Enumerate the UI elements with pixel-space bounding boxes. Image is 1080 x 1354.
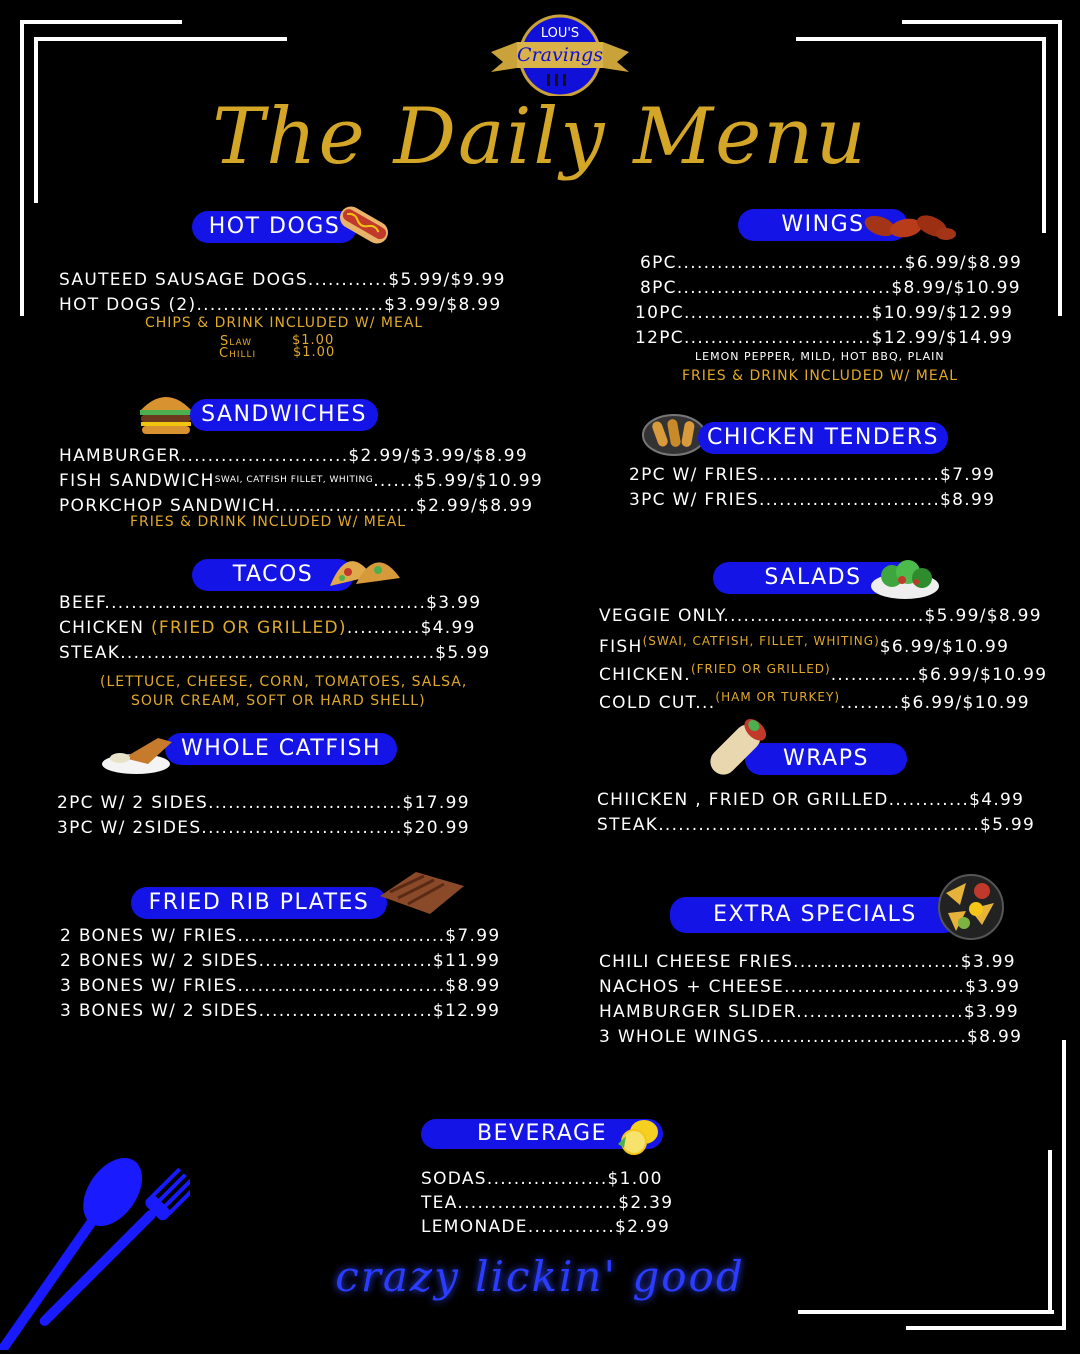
lemon-icon bbox=[614, 1114, 662, 1162]
beverage-row: TEA........................$2.39 bbox=[421, 1193, 674, 1213]
salads-header: SALADS bbox=[713, 562, 913, 594]
tacos-header: TACOS bbox=[192, 559, 354, 591]
logo-banner-text: Cravings bbox=[517, 44, 603, 66]
sandwiches-row bbox=[59, 471, 543, 491]
item-dots: ......... bbox=[840, 693, 901, 713]
sandwiches-note: FRIES & DRINK INCLUDED W/ MEAL bbox=[130, 514, 407, 530]
item-name: CHICKEN. bbox=[599, 665, 691, 685]
whole-catfish-row: 2PC W/ 2 SIDES.............................$17.99 bbox=[57, 793, 470, 813]
frame-top-right-h2 bbox=[796, 37, 1046, 41]
tacos-row bbox=[59, 618, 476, 638]
frame-top-left-h bbox=[20, 20, 182, 24]
page-title: The Daily Menu bbox=[212, 92, 868, 182]
beverage-row: LEMONADE.............$2.99 bbox=[421, 1217, 671, 1237]
wraps-row: CHIICKEN , FRIED OR GRILLED............$4.99 bbox=[597, 790, 1025, 810]
item-dots: ...... bbox=[373, 471, 414, 491]
frame-top-left-h2 bbox=[34, 37, 287, 41]
frame-bottom-right-h bbox=[906, 1326, 1066, 1330]
fried-rib-plates-row: 2 BONES W/ 2 SIDES..........................$11.99 bbox=[60, 951, 501, 971]
whole-catfish-header: WHOLE CATFISH bbox=[165, 733, 397, 765]
tacos-note: SOUR CREAM, SOFT OR HARD SHELL) bbox=[131, 693, 426, 709]
beverage-row: SODAS..................$1.00 bbox=[421, 1169, 663, 1189]
frame-top-right-h bbox=[902, 20, 1062, 24]
hot-dog-icon bbox=[336, 198, 392, 256]
logo bbox=[487, 12, 633, 96]
addon-price: $1.00 bbox=[293, 345, 336, 360]
addon-name: Slaw bbox=[220, 334, 253, 349]
chicken-tenders-icon bbox=[641, 407, 707, 461]
sandwiches-header: SANDWICHES bbox=[190, 399, 378, 431]
tacos-note: (LETTUCE, CHEESE, CORN, TOMATOES, SALSA, bbox=[100, 674, 468, 690]
tagline: crazy lickin' good bbox=[335, 1252, 745, 1301]
extra-specials-row: HAMBURGER SLIDER.........................$3.99 bbox=[599, 1002, 1020, 1022]
item-price: $6.99/$10.99 bbox=[917, 665, 1048, 685]
item-note: (FRIED OR GRILLED) bbox=[690, 662, 831, 676]
wraps-row: STEAK................................................$5.99 bbox=[597, 815, 1036, 835]
fried-rib-plates-row: 3 BONES W/ FRIES...............................$8.99 bbox=[60, 976, 501, 996]
wings-note: FRIES & DRINK INCLUDED W/ MEAL bbox=[682, 368, 959, 384]
item-name: FISH bbox=[599, 637, 643, 657]
extra-specials-header: EXTRA SPECIALS bbox=[670, 897, 960, 933]
salads-row bbox=[599, 662, 1047, 685]
ribs-icon bbox=[376, 866, 468, 922]
chicken-tenders-row: 2PC W/ FRIES...........................$7.99 bbox=[629, 465, 996, 485]
wings-row: 6PC..................................$6.99/$8.99 bbox=[640, 253, 1023, 273]
spoon-and-fork-icon bbox=[0, 1150, 190, 1354]
salads-row bbox=[599, 690, 1030, 713]
item-dots: ............. bbox=[830, 665, 918, 685]
frame-bottom-right-v2 bbox=[1048, 1150, 1052, 1314]
item-note: (FRIED OR GRILLED) bbox=[150, 618, 347, 638]
item-name: COLD CUT... bbox=[599, 693, 716, 713]
chicken-tenders-header: CHICKEN TENDERS bbox=[698, 422, 948, 454]
tacos-row: STEAK...............................................$5.99 bbox=[59, 643, 491, 663]
salads-row: VEGGIE ONLY..............................$5.99/$8.99 bbox=[599, 606, 1042, 626]
extra-specials-row: NACHOS + CHEESE...........................$3.99 bbox=[599, 977, 1021, 997]
fried-rib-plates-row: 2 BONES W/ FRIES...............................$7.99 bbox=[60, 926, 501, 946]
extra-specials-row: CHILI CHEESE FRIES.........................$3.99 bbox=[599, 952, 1016, 972]
wings-header: WINGS bbox=[738, 209, 908, 241]
burger-icon bbox=[137, 390, 195, 440]
hot-dogs-row: SAUTEED SAUSAGE DOGS............$5.99/$9.99 bbox=[59, 270, 506, 290]
fried-rib-plates-row: 3 BONES W/ 2 SIDES..........................$12.99 bbox=[60, 1001, 501, 1021]
wings-row: 12PC............................$12.99/$14.99 bbox=[635, 328, 1014, 348]
salads-row bbox=[599, 634, 1009, 657]
chicken-tenders-row: 3PC W/ FRIES...........................$8.99 bbox=[629, 490, 996, 510]
extra-specials-row: 3 WHOLE WINGS...............................$8.99 bbox=[599, 1027, 1023, 1047]
hot-dogs-header: HOT DOGS bbox=[192, 211, 357, 243]
logo-top-text: LOU'S bbox=[540, 26, 580, 41]
catfish-plate-icon bbox=[100, 730, 182, 780]
addon-price: $1.00 bbox=[292, 333, 335, 348]
item-note: (SWAI, CATFISH, FILLET, WHITING) bbox=[642, 634, 880, 648]
hot-dogs-row: HOT DOGS (2)............................$3.99/$8.99 bbox=[59, 295, 502, 315]
fried-rib-plates-header: FRIED RIB PLATES bbox=[131, 887, 387, 919]
tacos-row: BEEF................................................$3.99 bbox=[59, 593, 482, 613]
salad-icon bbox=[868, 552, 942, 606]
wraps-header: WRAPS bbox=[745, 743, 907, 775]
item-name: CHICKEN bbox=[59, 618, 151, 638]
wings-row: 8PC................................$8.99/$10.99 bbox=[640, 278, 1021, 298]
item-price: ...........$4.99 bbox=[346, 618, 476, 638]
sandwiches-row: HAMBURGER.........................$2.99/$3.99/$8.99 bbox=[59, 446, 528, 466]
wings-flavors: LEMON PEPPER, MILD, HOT BBQ, PLAIN bbox=[695, 350, 945, 363]
frame-bottom-right-h2 bbox=[798, 1310, 1054, 1314]
item-note: SWAI, CATFISH FILLET, WHITING bbox=[214, 475, 374, 485]
item-price: $5.99/$10.99 bbox=[413, 471, 543, 491]
wrap-icon bbox=[692, 712, 776, 794]
item-price: $6.99/$10.99 bbox=[879, 637, 1010, 657]
wings-row: 10PC............................$10.99/$12.99 bbox=[635, 303, 1014, 323]
sandwiches-row: PORKCHOP SANDWICH.....................$2.99/$8.99 bbox=[59, 496, 534, 516]
taco-icon bbox=[328, 546, 402, 598]
item-price: $6.99/$10.99 bbox=[900, 693, 1030, 713]
addon-name: Chilli bbox=[219, 346, 257, 361]
item-note: (HAM OR TURKEY) bbox=[715, 690, 841, 704]
whole-catfish-row: 3PC W/ 2SIDES..............................$20.99 bbox=[57, 818, 470, 838]
logo-badge-icon bbox=[487, 12, 633, 96]
hot-dogs-note: CHIPS & DRINK INCLUDED W/ MEAL bbox=[145, 315, 424, 331]
beverage-header: BEVERAGE bbox=[421, 1119, 663, 1149]
nachos-icon bbox=[936, 873, 1006, 945]
wings-icon bbox=[862, 204, 958, 250]
frame-bottom-right-v bbox=[1062, 1040, 1066, 1330]
item-name: FISH SANDWICH bbox=[59, 471, 215, 491]
